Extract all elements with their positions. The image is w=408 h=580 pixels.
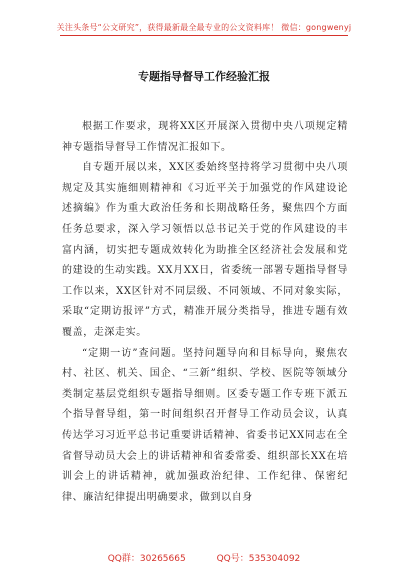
paragraph-intro: 根据工作要求，现将XX区开展深入贯彻中央八项规定精神专题指导督导工作情况汇报如下。	[62, 121, 348, 153]
document-title: 专题指导督导工作经验汇报	[138, 70, 270, 83]
header-promo-note: 关注头条号“公文研究”，获得最新最全最专业的公文资料库！ 微信：gongwenyj	[56, 23, 352, 32]
paragraph-visit: “定期一访”查问题。坚持问题导向和目标导向，聚焦农村、社区、机关、国企、“三新”组织、学校、医院等领域分类制定基层党组织专题指导细则。区委专题工作专班下派五个指导督导组，第一时间组织召开督导工作动员会议，认真传达学习习近平总书记重要讲话精神、省委书记XX同志在全省督导动员大会上的讲话精神和省委常委、组织部长XX在培训会上的讲话精神，就加强政治纪律、工作纪律、保密纪律、廉洁纪律提出明确要求，做到以自身	[62, 347, 348, 503]
footer-qq-group: QQ群：30265665	[107, 554, 186, 564]
footer-qq-number: QQ号：535304092	[216, 554, 301, 564]
header-divider	[60, 35, 348, 36]
paragraph-overview: 自专题开展以来，XX区委始终坚持将学习贯彻中央八项规定及其实施细则精神和《习近平关于加强党的作风建设论述摘编》作为重大政治任务和长期战略任务，聚焦四个方面任务总要求，深入学习领悟以总书记关于党的作风建设的丰富内涵，切实把专题成效转化为助推全区经济社会发展和党的建设的生动实践。XX月XX日，省委统一部署专题指导督导工作以来，XX区针对不同层级、不同领域、不同对象实际，采取“定期访报评”方式，精准开展分类指导，推进专题有效覆盖，走深走实。	[62, 162, 348, 338]
document-body	[62, 117, 348, 508]
footer-contact	[0, 551, 408, 564]
